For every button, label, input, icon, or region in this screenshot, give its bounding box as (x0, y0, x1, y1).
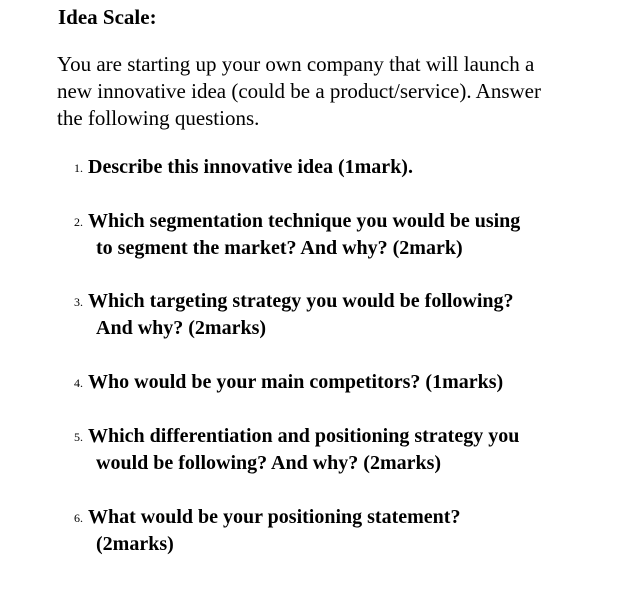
intro-line: new innovative idea (could be a product/service). Answer (57, 79, 541, 103)
question-line: And why? (2marks) (96, 317, 267, 339)
question-line: to segment the market? And why? (2mark) (96, 237, 463, 259)
question-text (88, 504, 608, 558)
question-text (88, 423, 608, 477)
question-line: What would be your positioning statement? (88, 506, 461, 528)
question-text (88, 369, 608, 396)
question-text (88, 208, 608, 262)
question-number: 4. (74, 376, 83, 390)
intro-line: You are starting up your own company that will launch a (57, 52, 535, 76)
question-number: 6. (74, 511, 83, 525)
question-text (88, 154, 608, 181)
question-line: Describe this innovative idea (1mark). (88, 156, 413, 178)
question-line: Which segmentation technique you would be using (88, 210, 521, 232)
question-line: Which targeting strategy you would be following? (88, 290, 514, 312)
question-line: would be following? And why? (2marks) (96, 452, 442, 474)
question-number: 1. (74, 161, 83, 175)
page-title: Idea Scale: (58, 5, 157, 29)
question-text (88, 288, 608, 342)
intro-line: the following questions. (57, 106, 260, 130)
question-number: 3. (74, 295, 83, 309)
question-line: (2marks) (96, 533, 174, 555)
question-line: Who would be your main competitors? (1marks) (88, 371, 504, 393)
question-line: Which differentiation and positioning strategy you (88, 425, 520, 447)
question-number: 2. (74, 215, 83, 229)
question-number: 5. (74, 430, 83, 444)
intro-paragraph (57, 51, 617, 132)
